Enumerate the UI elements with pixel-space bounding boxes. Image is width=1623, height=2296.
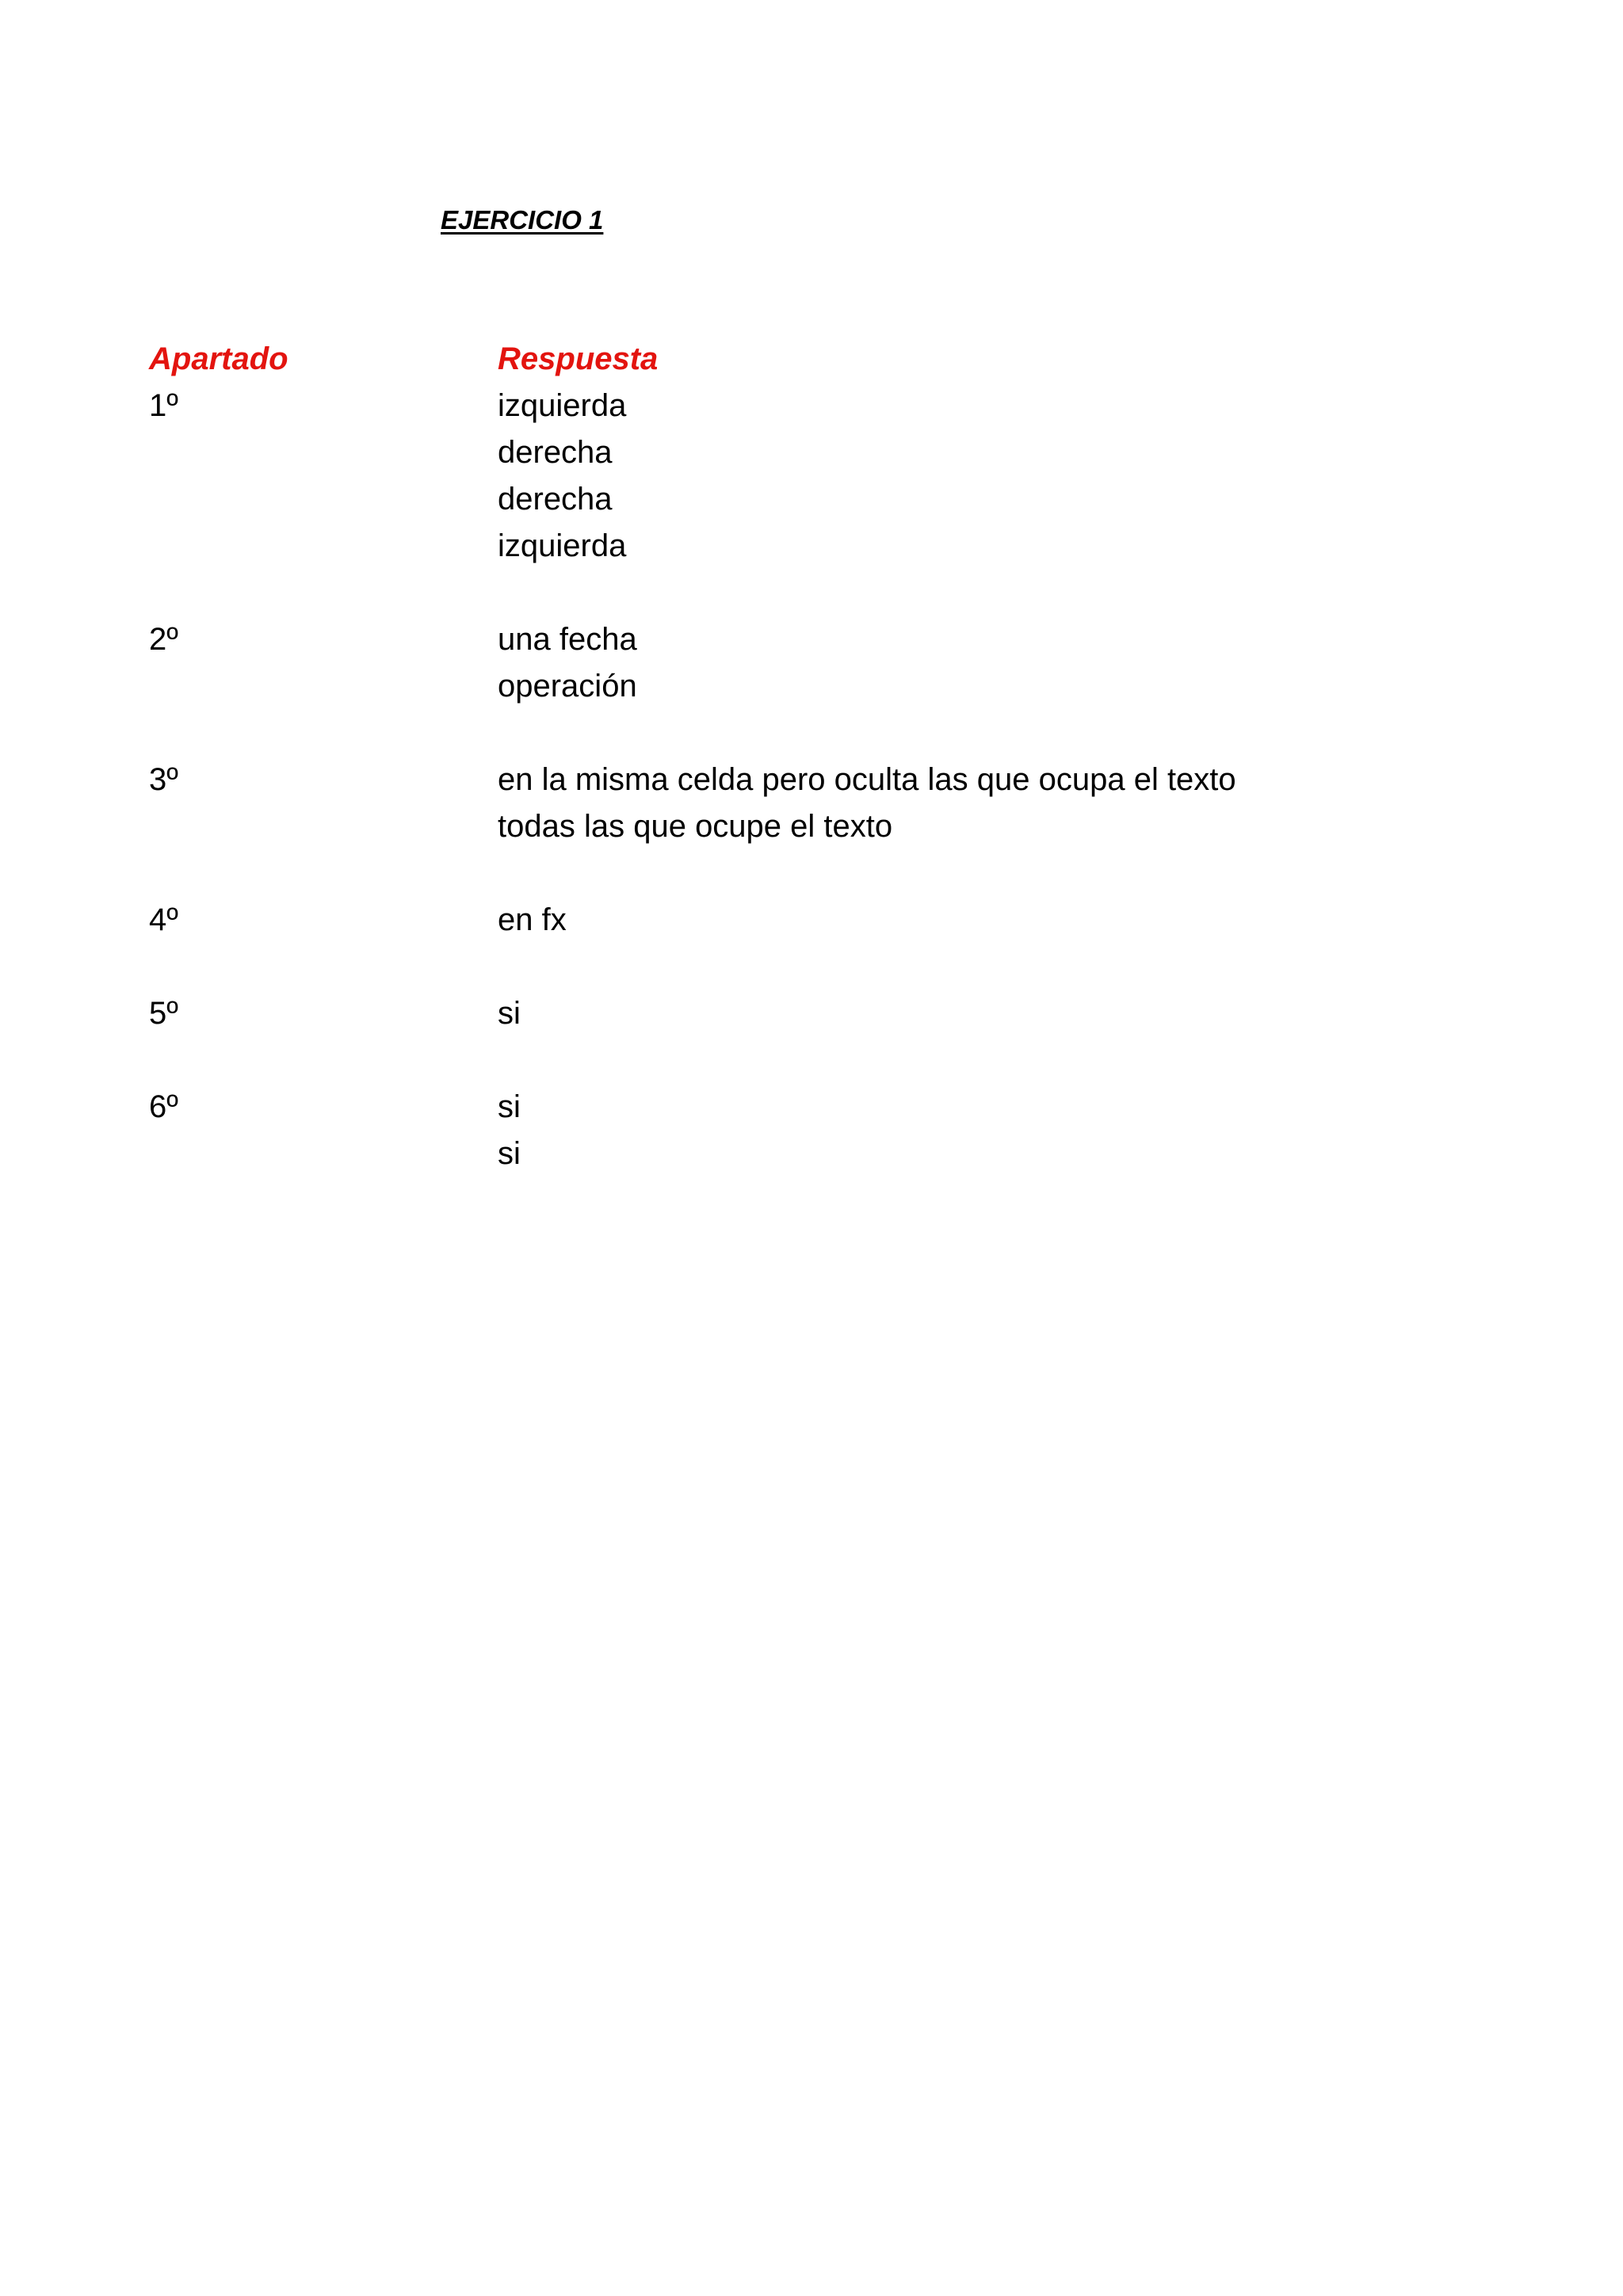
page-title: EJERCICIO 1: [441, 205, 604, 235]
apartado-label: 1º: [149, 388, 178, 423]
answer-cell: izquierda: [498, 388, 627, 423]
answer-table: [149, 336, 1544, 1177]
answer-cell: derecha: [498, 435, 613, 470]
header-apartado: Apartado: [149, 341, 288, 376]
answer-cell: todas las que ocupe el texto: [498, 809, 893, 844]
section-6: [149, 1084, 1544, 1177]
answer-cell: si: [498, 996, 521, 1031]
section-3: [149, 757, 1544, 850]
row-spacer: [149, 944, 1544, 990]
answer-cell: si: [498, 1136, 521, 1171]
header-respuesta: Respuesta: [498, 341, 659, 376]
section-4: [149, 897, 1544, 944]
section-5: [149, 990, 1544, 1037]
answer-cell: si: [498, 1089, 521, 1124]
apartado-label: 2º: [149, 622, 178, 657]
row-spacer: [149, 850, 1544, 897]
table-header: [149, 336, 1544, 383]
answer-cell: en la misma celda pero oculta las que ocupa el texto: [498, 762, 1236, 797]
row-spacer: [149, 1037, 1544, 1084]
row-spacer: [149, 570, 1544, 616]
answer-cell: derecha: [498, 482, 613, 517]
section-1: [149, 383, 1544, 570]
apartado-label: 6º: [149, 1089, 178, 1124]
section-2: [149, 616, 1544, 710]
apartado-label: 5º: [149, 996, 178, 1031]
apartado-label: 3º: [149, 762, 178, 797]
row-spacer: [149, 710, 1544, 757]
answer-cell: izquierda: [498, 528, 627, 563]
answer-cell: en fx: [498, 902, 567, 937]
apartado-label: 4º: [149, 902, 178, 937]
answer-cell: una fecha: [498, 622, 637, 657]
answer-cell: operación: [498, 669, 637, 704]
